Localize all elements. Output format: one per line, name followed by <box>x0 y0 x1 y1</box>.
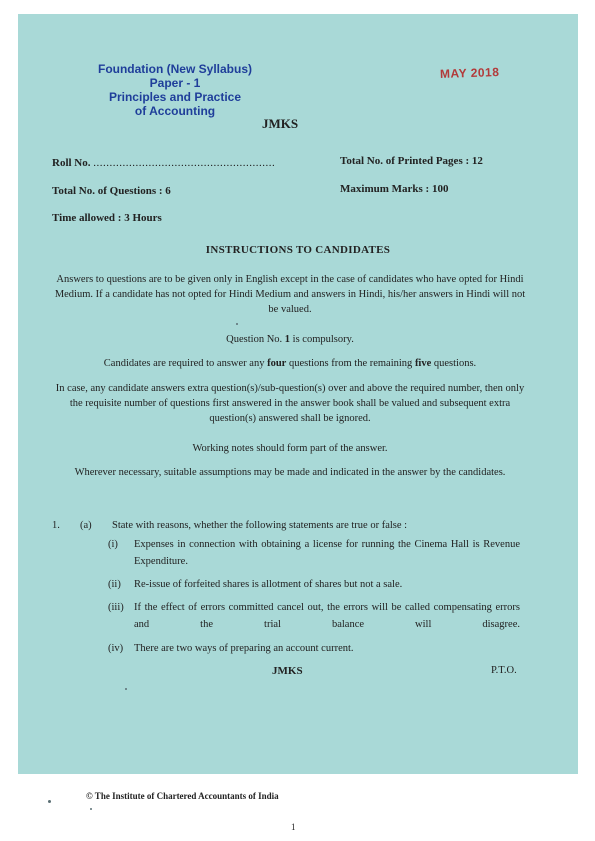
question-stem: State with reasons, whether the following statements are true or false : <box>112 520 408 531</box>
please-turn-over: P.T.O. <box>491 665 517 676</box>
instructions-heading: INSTRUCTIONS TO CANDIDATES <box>205 244 391 256</box>
question-number: 1. <box>52 520 60 531</box>
scan-speck <box>125 688 127 690</box>
printed-pages: Total No. of Printed Pages : 12 <box>340 155 483 167</box>
statement-text: There are two ways of preparing an account current. <box>134 643 354 654</box>
statement-item <box>108 576 520 593</box>
total-questions: Total No. of Questions : 6 <box>52 185 171 197</box>
statement-number: (ii) <box>108 579 121 590</box>
roll-number-line <box>52 157 275 169</box>
instruction-choice: Candidates are required to answer any four questions from the remaining five questions. <box>103 358 477 369</box>
instruction-compulsory: Question No. 1 is compulsory. <box>226 334 354 345</box>
instruction-assumptions: Wherever necessary, suitable assumptions may be made and indicated in the answer by the candidates. <box>74 467 506 478</box>
statement-item <box>108 640 520 657</box>
course-line: Paper - 1 <box>149 76 201 90</box>
paper-code: JMKS <box>262 116 299 131</box>
instruction-language: Answers to questions are to be given only in English except in the case of candidates who have opted for Hindi Medium. If a candidate has not opted for Hindi Medium and answers in Hindi, his/her answers in Hindi will not be valued. <box>54 274 526 315</box>
course-line: of Accounting <box>134 104 216 118</box>
course-line: Foundation (New Syllabus) <box>97 62 252 76</box>
statement-item <box>108 536 520 570</box>
scan-speck <box>48 800 51 803</box>
course-line: Principles and Practice <box>108 90 242 104</box>
roll-number-blank: ........................................................ <box>93 157 276 169</box>
exam-month-stamp: MAY 2018 <box>439 64 500 82</box>
roll-number-label: Roll No. <box>52 157 91 169</box>
page-number: 1 <box>291 822 296 832</box>
statement-number: (i) <box>108 539 118 550</box>
statement-number: (iii) <box>108 602 124 613</box>
statement-text: Expenses in connection with obtaining a license for running the Cinema Hall is Revenue Expenditure. <box>134 539 520 567</box>
instruction-working-notes: Working notes should form part of the answer. <box>192 443 388 454</box>
statement-number: (iv) <box>108 643 124 654</box>
scan-speck <box>236 323 238 325</box>
statement-text: Re-issue of forfeited shares is allotment of shares but not a sale. <box>134 579 403 590</box>
footer-paper-code: JMKS <box>272 665 303 677</box>
maximum-marks: Maximum Marks : 100 <box>340 183 449 195</box>
question-part: (a) <box>80 520 92 531</box>
time-allowed: Time allowed : 3 Hours <box>52 212 162 224</box>
scan-speck <box>90 808 92 810</box>
copyright-notice: © The Institute of Chartered Accountants of India <box>86 791 279 801</box>
statement-item <box>108 599 520 633</box>
instruction-extra-answers: In case, any candidate answers extra question(s)/sub-question(s) over and above the required number, then only the requisite number of questions first answered in the answer book shall be valued and subsequent extra question(s) answered shall be ignored. <box>55 383 525 424</box>
statement-text: If the effect of errors committed cancel out, the errors will be called compensating errors and the trial balance will disagree. <box>134 602 520 630</box>
course-title-block <box>90 62 260 118</box>
